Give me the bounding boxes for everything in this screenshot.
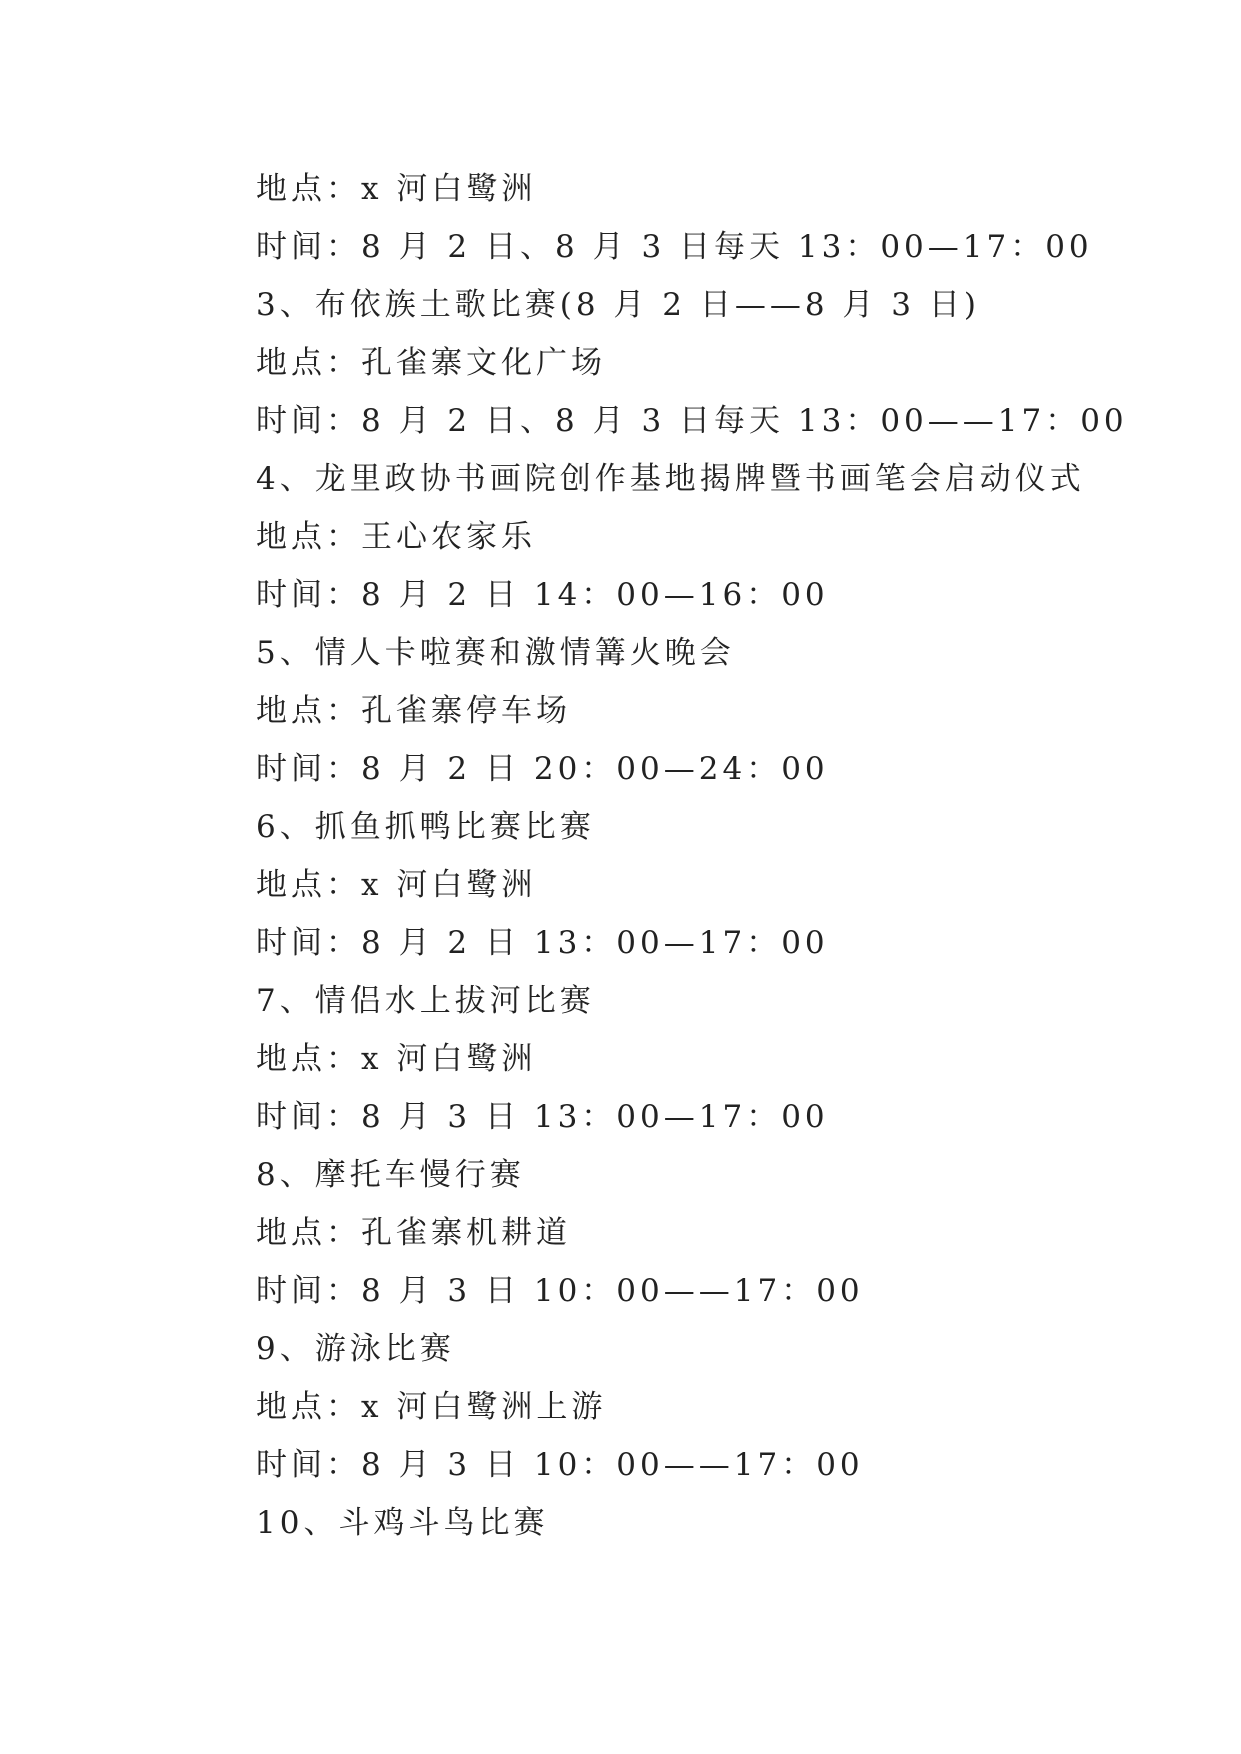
time-line: 时间：8 月 3 日 13：00—17：00 [256,1099,829,1135]
event-heading: 6、抓鱼抓鸭比赛比赛 [256,809,595,845]
location-line: 地点：王心农家乐 [256,519,536,555]
event-heading: 4、龙里政协书画院创作基地揭牌暨书画笔会启动仪式 [256,461,1085,497]
location-line: 地点：孔雀寨机耕道 [256,1215,571,1251]
time-line: 时间：8 月 3 日 10：00——17：00 [256,1447,864,1483]
location-line: 地点：x 河白鹭洲 [256,1041,537,1077]
location-line: 地点：x 河白鹭洲 [256,867,537,903]
location-line: 地点：x 河白鹭洲上游 [256,1389,607,1425]
time-line: 时间：8 月 2 日 13：00—17：00 [256,925,829,961]
event-heading: 7、情侣水上拔河比赛 [256,983,595,1019]
event-heading: 10、斗鸡斗鸟比赛 [256,1505,549,1541]
location-line: 地点：孔雀寨停车场 [256,693,571,729]
time-line: 时间：8 月 2 日 20：00—24：00 [256,751,829,787]
event-heading: 8、摩托车慢行赛 [256,1157,525,1193]
event-heading: 3、布依族土歌比赛(8 月 2 日——8 月 3 日) [256,287,980,323]
event-heading: 9、游泳比赛 [256,1331,455,1367]
location-line: 地点：孔雀寨文化广场 [256,345,606,381]
time-line: 时间：8 月 3 日 10：00——17：00 [256,1273,864,1309]
location-line: 地点：x 河白鹭洲 [256,171,537,207]
time-line: 时间：8 月 2 日、8 月 3 日每天 13：00—17：00 [256,229,1093,265]
document-body [256,160,1136,1552]
time-line: 时间：8 月 2 日、8 月 3 日每天 13：00——17：00 [256,403,1128,439]
time-line: 时间：8 月 2 日 14：00—16：00 [256,577,829,613]
event-heading: 5、情人卡啦赛和激情篝火晚会 [256,635,735,671]
